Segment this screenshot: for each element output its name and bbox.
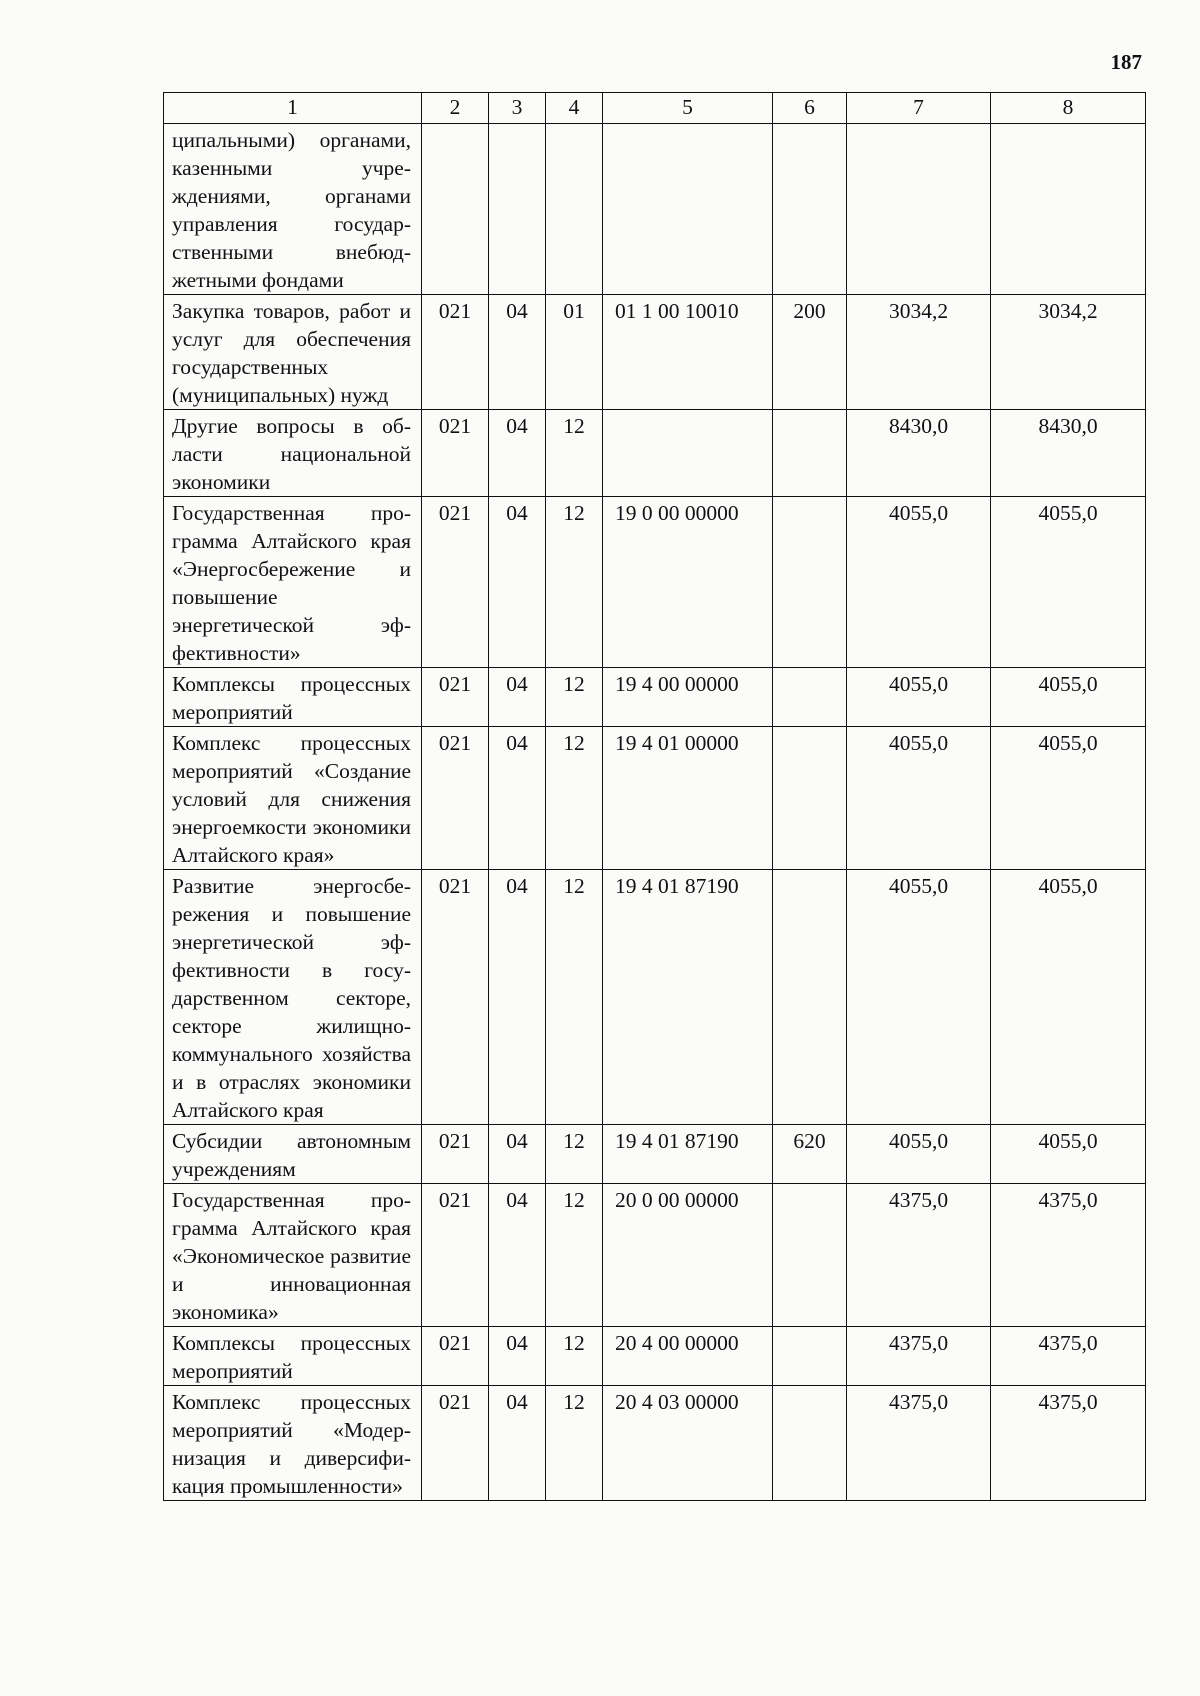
ministry-code-cell: 021 [422, 1184, 489, 1327]
header-col-2: 2 [422, 93, 489, 124]
item-name-cell: Комплексы процессных мероприятий [164, 668, 422, 727]
amount-col8-cell: 4375,0 [991, 1327, 1146, 1386]
target-article-cell: 19 0 00 00000 [603, 497, 773, 668]
amount-col8-cell: 4375,0 [991, 1386, 1146, 1501]
header-col-5: 5 [603, 93, 773, 124]
ministry-code-cell: 021 [422, 1327, 489, 1386]
header-col-7: 7 [847, 93, 991, 124]
amount-col7-cell: 4375,0 [847, 1386, 991, 1501]
section-code-cell: 04 [489, 1184, 546, 1327]
amount-col7-cell: 3034,2 [847, 295, 991, 410]
subsection-code-cell: 12 [546, 1184, 603, 1327]
subsection-code-cell: 12 [546, 668, 603, 727]
target-article-cell: 19 4 01 00000 [603, 727, 773, 870]
ministry-code-cell [422, 124, 489, 295]
amount-col8-cell: 4055,0 [991, 668, 1146, 727]
table-row [164, 410, 1146, 497]
ministry-code-cell: 021 [422, 1125, 489, 1184]
header-row [164, 93, 1146, 124]
section-code-cell: 04 [489, 668, 546, 727]
item-name-cell: Государственная программа Алтайского края «Экономическое развитие и инновационная экономика» [164, 1184, 422, 1327]
section-code-cell: 04 [489, 410, 546, 497]
section-code-cell: 04 [489, 497, 546, 668]
header-col-4: 4 [546, 93, 603, 124]
budget-table [163, 92, 1146, 1501]
item-name-cell: Субсидии автономным учреждениям [164, 1125, 422, 1184]
target-article-cell [603, 410, 773, 497]
expense-type-cell [773, 497, 847, 668]
amount-col7-cell: 4055,0 [847, 727, 991, 870]
table-header [164, 93, 1146, 124]
item-name-cell: Комплексы процессных мероприятий [164, 1327, 422, 1386]
amount-col7-cell [847, 124, 991, 295]
subsection-code-cell: 12 [546, 1327, 603, 1386]
item-name-cell: Закупка товаров, работ и услуг для обеспечения государственных (муниципальных) нужд [164, 295, 422, 410]
header-col-1: 1 [164, 93, 422, 124]
amount-col8-cell: 4055,0 [991, 1125, 1146, 1184]
subsection-code-cell: 12 [546, 1386, 603, 1501]
amount-col7-cell: 4055,0 [847, 497, 991, 668]
table-row [164, 870, 1146, 1125]
ministry-code-cell: 021 [422, 668, 489, 727]
amount-col7-cell: 4055,0 [847, 1125, 991, 1184]
amount-col8-cell: 4375,0 [991, 1184, 1146, 1327]
target-article-cell: 20 0 00 00000 [603, 1184, 773, 1327]
expense-type-cell: 620 [773, 1125, 847, 1184]
table-row [164, 727, 1146, 870]
amount-col7-cell: 8430,0 [847, 410, 991, 497]
header-col-3: 3 [489, 93, 546, 124]
ministry-code-cell: 021 [422, 1386, 489, 1501]
item-name-cell: ципальными) органами, казенными учреждениями, органами управления государственными внебюджетными фондами [164, 124, 422, 295]
subsection-code-cell: 12 [546, 870, 603, 1125]
ministry-code-cell: 021 [422, 870, 489, 1125]
expense-type-cell [773, 410, 847, 497]
expense-type-cell [773, 668, 847, 727]
target-article-cell: 20 4 03 00000 [603, 1386, 773, 1501]
item-name-cell: Комплекс процессных мероприятий «Модернизация и диверсификация промышленности» [164, 1386, 422, 1501]
section-code-cell: 04 [489, 295, 546, 410]
ministry-code-cell: 021 [422, 295, 489, 410]
subsection-code-cell: 01 [546, 295, 603, 410]
subsection-code-cell: 12 [546, 497, 603, 668]
amount-col7-cell: 4375,0 [847, 1184, 991, 1327]
target-article-cell: 19 4 01 87190 [603, 870, 773, 1125]
section-code-cell: 04 [489, 1125, 546, 1184]
table-row [164, 668, 1146, 727]
subsection-code-cell: 12 [546, 727, 603, 870]
amount-col7-cell: 4375,0 [847, 1327, 991, 1386]
target-article-cell: 01 1 00 10010 [603, 295, 773, 410]
amount-col7-cell: 4055,0 [847, 668, 991, 727]
target-article-cell [603, 124, 773, 295]
section-code-cell: 04 [489, 870, 546, 1125]
item-name-cell: Государственная программа Алтайского края «Энергосбережение и повышение энергетической эффективности» [164, 497, 422, 668]
amount-col8-cell: 3034,2 [991, 295, 1146, 410]
item-name-cell: Другие вопросы в области национальной экономики [164, 410, 422, 497]
ministry-code-cell: 021 [422, 727, 489, 870]
item-name-cell: Развитие энергосбережения и повышение энергетической эффективности в государственном секторе, секторе жилищно-коммунального хозяйства и в отраслях экономики Алтайского края [164, 870, 422, 1125]
amount-col8-cell: 4055,0 [991, 727, 1146, 870]
page-number: 187 [1110, 50, 1142, 74]
amount-col8-cell: 4055,0 [991, 870, 1146, 1125]
section-code-cell: 04 [489, 727, 546, 870]
target-article-cell: 19 4 00 00000 [603, 668, 773, 727]
subsection-code-cell: 12 [546, 1125, 603, 1184]
ministry-code-cell: 021 [422, 410, 489, 497]
subsection-code-cell: 12 [546, 410, 603, 497]
section-code-cell [489, 124, 546, 295]
table-row [164, 124, 1146, 295]
table-row [164, 295, 1146, 410]
table-body [164, 124, 1146, 1501]
table-row [164, 1327, 1146, 1386]
expense-type-cell [773, 1327, 847, 1386]
expense-type-cell [773, 1184, 847, 1327]
expense-type-cell [773, 870, 847, 1125]
target-article-cell: 19 4 01 87190 [603, 1125, 773, 1184]
item-name-cell: Комплекс процессных мероприятий «Создание условий для снижения энергоемкости экономики Алтайского края» [164, 727, 422, 870]
table-row [164, 497, 1146, 668]
amount-col7-cell: 4055,0 [847, 870, 991, 1125]
amount-col8-cell [991, 124, 1146, 295]
amount-col8-cell: 4055,0 [991, 497, 1146, 668]
table-row [164, 1184, 1146, 1327]
subsection-code-cell [546, 124, 603, 295]
section-code-cell: 04 [489, 1386, 546, 1501]
ministry-code-cell: 021 [422, 497, 489, 668]
header-col-8: 8 [991, 93, 1146, 124]
expense-type-cell [773, 1386, 847, 1501]
header-col-6: 6 [773, 93, 847, 124]
table-row [164, 1125, 1146, 1184]
expense-type-cell [773, 124, 847, 295]
section-code-cell: 04 [489, 1327, 546, 1386]
table-row [164, 1386, 1146, 1501]
amount-col8-cell: 8430,0 [991, 410, 1146, 497]
expense-type-cell [773, 727, 847, 870]
target-article-cell: 20 4 00 00000 [603, 1327, 773, 1386]
expense-type-cell: 200 [773, 295, 847, 410]
